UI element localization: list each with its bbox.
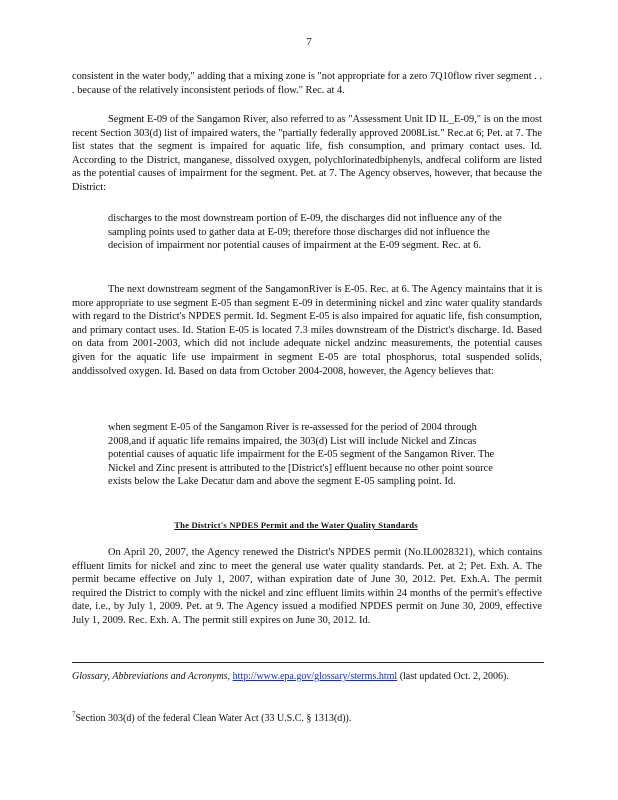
footnote-6-suffix: (last updated Oct. 2, 2006). [397, 671, 509, 682]
paragraph-next-downstream: The next downstream segment of the SangamonRiver is E-05. Rec. at 6. The Agency maintains that it is more appropriate to use segment E-05 than segment E-09 in determining nickel and zinc water quality standards with regard to the District's NPDES permit. Id. Segment E-05 is also impaired for aquatic life, fish consumption, and primary contact uses. Id. Station E-05 is located 7.3 miles downstream of the District's discharge. Id. Based on data from 2001-2003, which did not include adequate nickel andzinc measurements, the potential causes given for the aquatic life use impairment in segment E-05 are total phosphorus, total suspended solids, anddissolved oxygen. Id. Based on data from October 2004-2008, however, the Agency believes that: [72, 284, 542, 377]
footnote-6 [72, 670, 542, 683]
footnote-7-text: Section 303(d) of the federal Clean Water Act (33 U.S.C. § 1313(d)). [75, 713, 352, 724]
paragraph-segment-e09: Segment E-09 of the Sangamon River, also referred to as "Assessment Unit ID IL_E-09," is on the most recent Section 303(d) list of impaired waters, the "partially federally approved 2008List." Rec.at 6; Pet. at 7. The list states that the segment is impaired for aquatic life, fish consumption, and primary contact uses. Id. According to the District, manganese, dissolved oxygen, polychlorinatedbiphenyls, andfecal coliform are listed as the potential causes of impairment for the segment. Pet. at 7. The Agency observes, however, that because the District: [72, 114, 542, 193]
block-quote-discharges: discharges to the most downstream portion of E-09, the discharges did not influence any of the sampling points used to gather data at E-09; therefore those discharges did not influence the decision of impairment nor potential causes of impairment at the E-09 segment. Rec. at 6. [108, 213, 502, 252]
paragraph-april-2007: On April 20, 2007, the Agency renewed the District's NPDES permit (No.IL0028321), which contains effluent limits for nickel and zinc to meet the general use water quality standards. Pet. at 2; Pet. Exh. A. The permit became effective on July 1, 2007, withan expiration date of June 30, 2012. Pet. Exh.A. The permit required the District to comply with the nickel and zinc effluent limits within 24 months of the permit's effective date, i.e., by July 1, 2009. Pet. at 9. The Agency issued a modified NPDES permit on June 30, 2009, effective July 1, 2009. Rec. Exh. A. The permit still expires on June 30, 2012. Id. [72, 547, 542, 626]
paragraph-continuation: consistent in the water body," adding that a mixing zone is "not appropriate for a zero 7Q10flow river segment . . . because of the relatively inconsistent periods of flow." Rec. at 4. [72, 71, 542, 96]
footnote-divider [72, 662, 544, 663]
footnote-6-link[interactable]: http://www.epa.gov/glossary/sterms.html [232, 671, 398, 682]
section-heading: The District's NPDES Permit and the Water Quality Standards [174, 520, 418, 530]
footnote-6-title: Glossary, Abbreviations and Acronyms, [72, 671, 233, 682]
page-number: 7 [306, 36, 312, 48]
block-quote-when-segment: when segment E-05 of the Sangamon River is re-assessed for the period of 2004 through 2008,and if aquatic life remains impaired, the 303(d) List will include Nickel and Zincas potential causes of aquatic life impairment for the E-05 segment of the Sangamon River. The Nickel and Zinc present is attributed to the [District's] effluent because no other point source exists below the Lake Decatur dam and above the segment E-05 sampling point. Id. [108, 422, 495, 488]
footnote-7-marker: 7 [72, 710, 76, 719]
footnote-7 [72, 712, 542, 725]
